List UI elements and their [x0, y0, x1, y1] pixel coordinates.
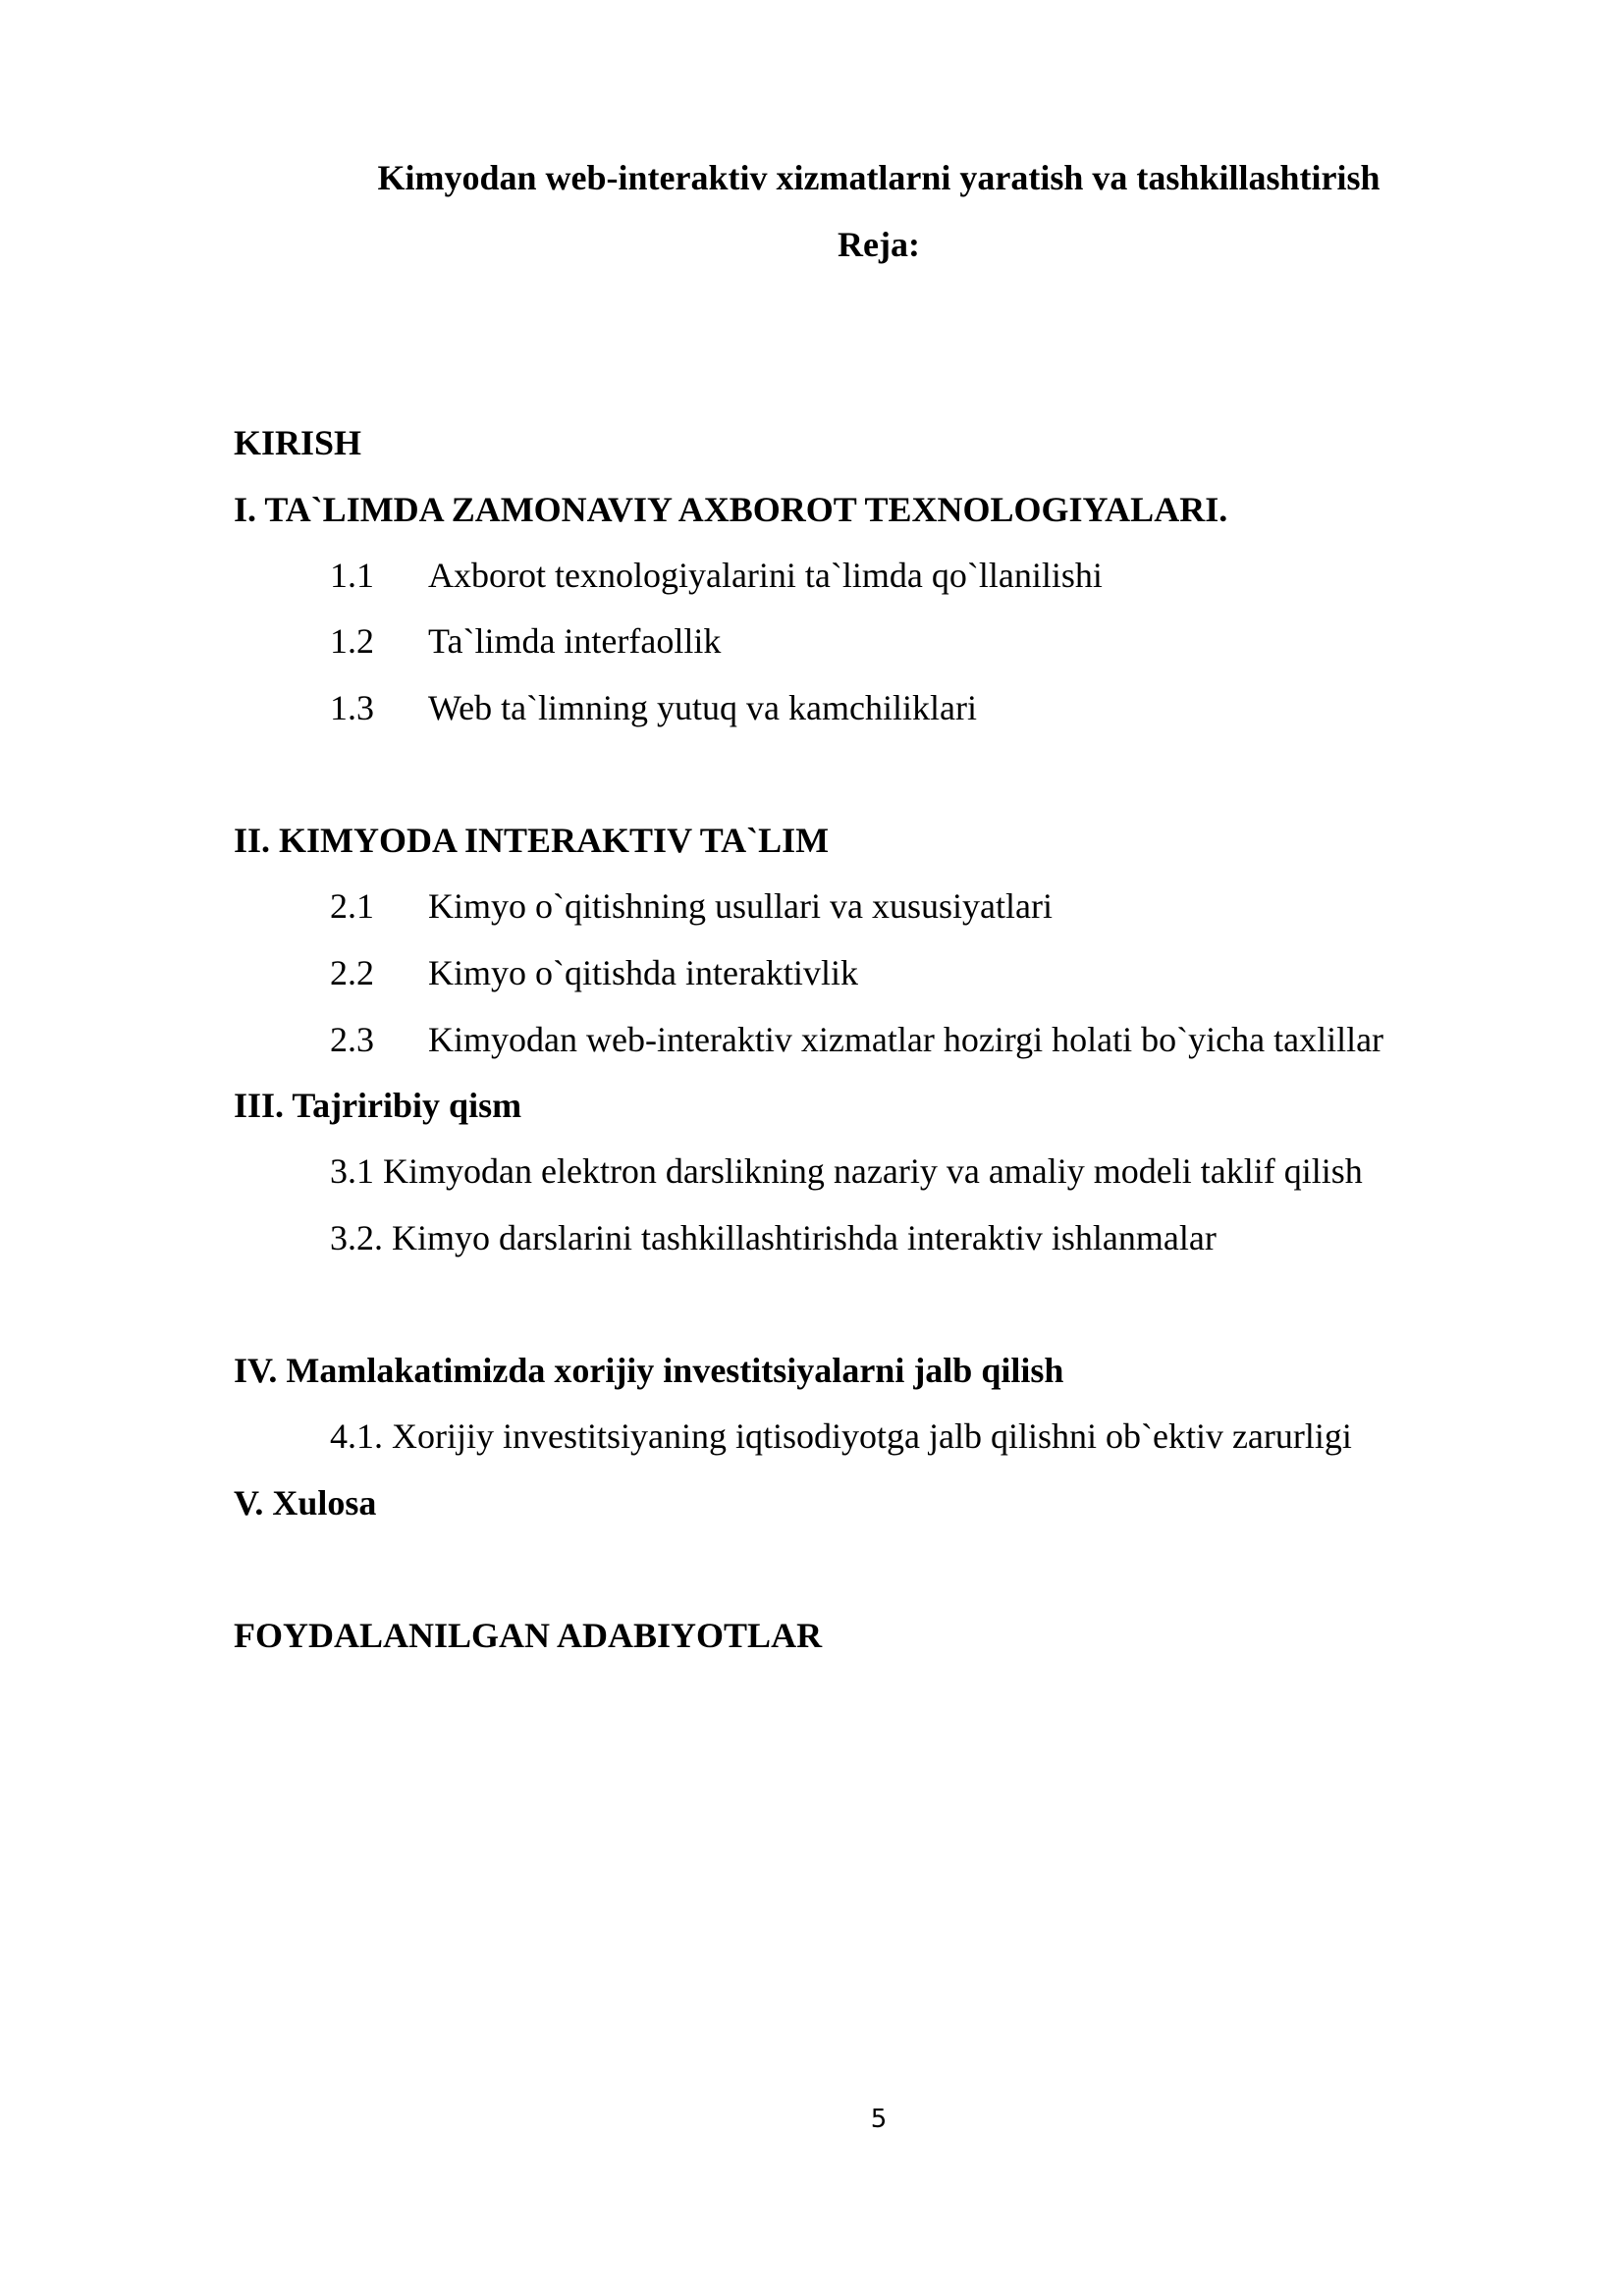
item-number: 2.1 [330, 886, 374, 926]
chapter-heading: IV. Mamlakatimizda xorijiy investitsiyalarni jalb qilish [234, 1351, 1064, 1390]
item-text: Axborot texnologiyalarini ta`limda qo`llanilishi [428, 556, 1103, 595]
chapter-heading: I. TA`LIMDA ZAMONAVIY AXBOROT TEXNOLOGIYALARI. [234, 490, 1228, 529]
chapter-heading: III. Tajriribiy qism [234, 1086, 522, 1125]
item-text: Kimyodan web-interaktiv xizmatlar hozirgi holati bo`yicha taxlillar [428, 1020, 1384, 1059]
item-number: 1.1 [330, 556, 374, 595]
item-text: Kimyo o`qitishning usullari va xususiyatlari [428, 886, 1053, 926]
item-number: 2.3 [330, 1020, 374, 1059]
item-text: Ta`limda interfaollik [428, 621, 722, 661]
item-text: Web ta`limning yutuq va kamchiliklari [428, 688, 977, 727]
references-heading: FOYDALANILGAN ADABIYOTLAR [234, 1616, 823, 1655]
item-number: 1.2 [330, 621, 374, 661]
item-text: 3.1 Kimyodan elektron darslikning nazariy va amaliy modeli taklif qilish [330, 1151, 1363, 1191]
document-title: Kimyodan web-interaktiv xizmatlarni yaratish va tashkillashtirish [377, 158, 1380, 197]
page-number: 5 [870, 2105, 888, 2134]
intro-heading: KIRISH [234, 423, 362, 462]
plan-heading: Reja: [838, 225, 920, 264]
item-text: Kimyo o`qitishda interaktivlik [428, 953, 858, 992]
item-number: 1.3 [330, 688, 374, 727]
chapter-heading: II. KIMYODA INTERAKTIV TA`LIM [234, 821, 830, 860]
item-text: 3.2. Kimyo darslarini tashkillashtirishda interaktiv ishlanmalar [330, 1218, 1217, 1257]
item-text: 4.1. Xorijiy investitsiyaning iqtisodiyotga jalb qilishni ob`ektiv zarurligi [330, 1416, 1352, 1456]
chapter-heading: V. Xulosa [234, 1483, 377, 1522]
item-number: 2.2 [330, 953, 374, 992]
